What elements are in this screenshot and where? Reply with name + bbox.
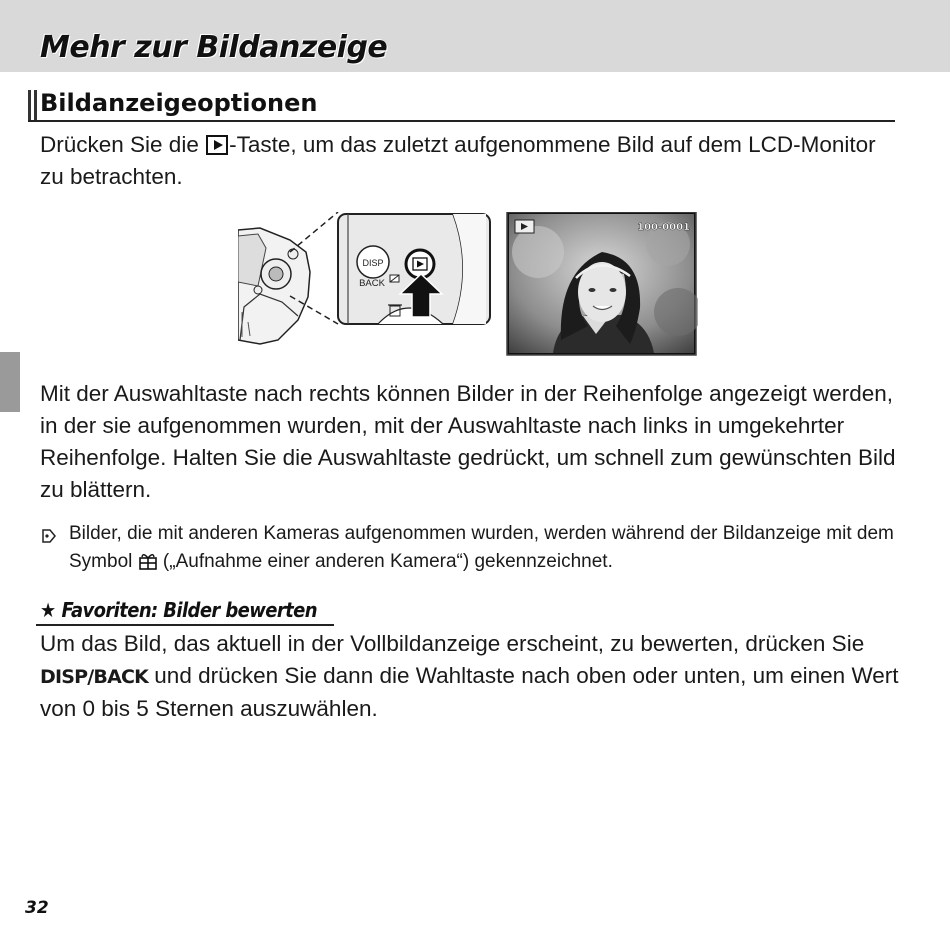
section-heading: Bildanzeigeoptionen [40,89,318,117]
favorites-text-after: und drücken Sie dann die Wahltaste nach oben oder unten, um einen Wert von 0 bis 5 Sternen auszuwählen. [40,663,899,721]
note-text-before: Bilder, die mit anderen Kameras aufgenommen wurden, werden während der Bildanzeige mit dem Symbol [69,523,894,572]
intro-paragraph [40,129,900,193]
favorites-text-before: Um das Bild, das aktuell in der Vollbildanzeige erscheint, zu bewerten, drücken Sie [40,631,865,656]
intro-text-before: Drücken Sie die [40,132,206,157]
note-icon [40,527,58,545]
note-paragraph [69,520,899,576]
favorites-heading [40,598,317,622]
camera-diagram [238,212,698,357]
note-text-after: („Aufnahme einer anderen Kamera“) gekennzeichnet. [157,551,613,572]
play-button-icon [206,135,228,155]
playback-mode-icon [515,220,534,233]
page-number: 32 [25,898,49,918]
camera-icon [238,228,310,344]
camera-illustration [238,212,698,361]
page-title: Mehr zur Bildanzeige [40,30,388,65]
chapter-tab [0,352,20,412]
section-rule [28,120,895,122]
gift-icon [138,552,158,570]
disp-label: DISP [362,258,384,268]
intro-text-after: -Taste, um das zuletzt aufgenommene Bild auf dem LCD-Monitor zu betrachten. [40,132,876,189]
disp-back-key: DISP/BACK [40,666,149,688]
star-icon: ★ [40,598,56,622]
favorites-heading-text: Favoriten: Bilder bewerten [61,598,317,622]
section-marker [28,90,37,120]
frame-number: 100-0001 [637,222,690,233]
favorites-paragraph [40,628,900,725]
back-label: BACK [359,278,385,289]
favorites-rule [36,624,334,626]
body-paragraph: Mit der Auswahltaste nach rechts können Bilder in der Reihenfolge angezeigt werden, in der sie aufgenommen wurden, mit der Auswahltaste nach links in umgekehrter Reihenfolge. Halten Sie die Auswahltaste gedrückt, um schnell zum gewünschten Bild zu blättern. [40,381,896,502]
